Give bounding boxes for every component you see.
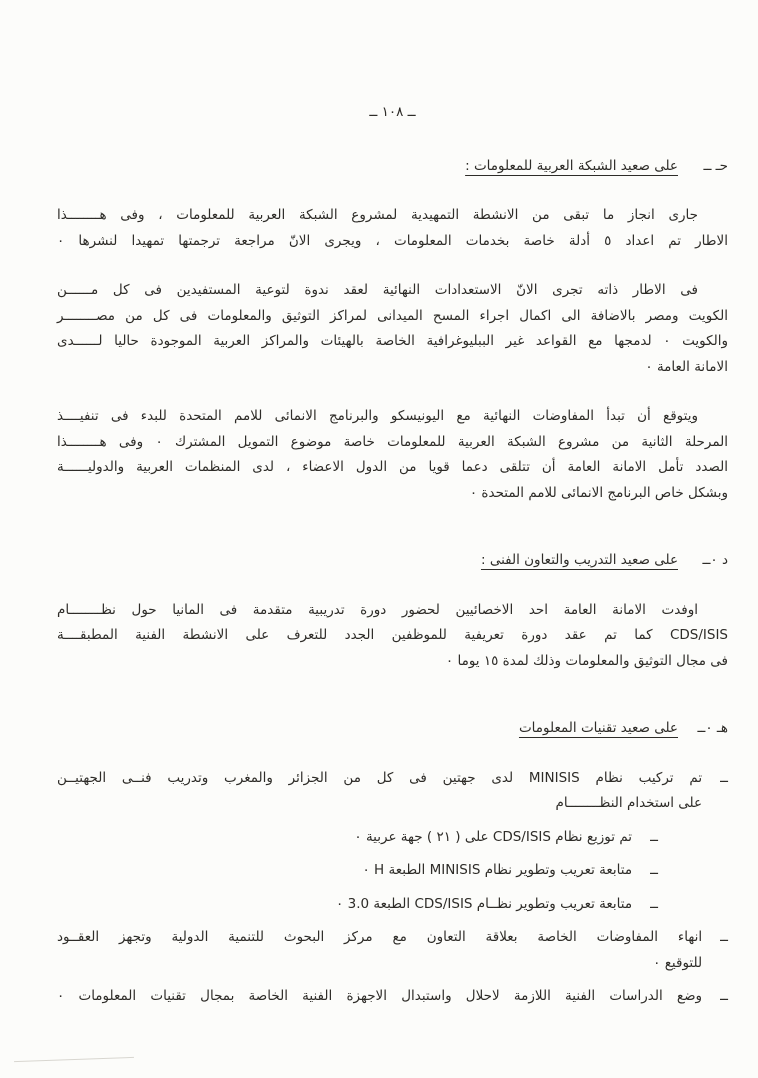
section-heading-row [57,548,728,574]
section-marker: هـ ٠ــ [697,720,728,736]
text-line: CDS/ISIS كما تم عقد دورة تعريفية للموظفين الجدد للتعرف على الانشطة الفنية المطبقــــة [57,627,728,643]
bullet-text [57,825,632,851]
bullet-text [57,984,702,1010]
section-training [57,548,728,674]
text-line: انهاء المفاوضات الخاصة بعلاقة التعاون مع مركز البحوث للتنمية الدولية وتجهز العقــود [57,929,703,945]
bullet-text [57,858,632,884]
bullet-dash: ــ [650,862,658,878]
text-line: الاطار تم اعداد ٥ أدلة خاصة بخدمات المعلومات ، ويجرى الانّ مراجعة ترجمتها تمهيدا لنشرها ٠ [57,232,728,249]
text-line: الكويت ومصر بالاضافة الى اكمال اجراء المسح الميدانى لمراكز التوثيق والمعلومات فى كل من مصــــــــر [57,307,728,324]
section-heading: على صعيد تقنيات المعلومات [518,720,678,736]
section-information-tech [57,716,728,1010]
section-heading: على صعيد الشبكة العربية للمعلومات : [465,157,678,174]
page-number: ــ ١٠٨ ــ [369,104,416,120]
bullet-list [57,766,728,1010]
bullet-text [57,766,702,817]
section-heading-row [57,716,728,742]
text-line: فى الاطار ذاته تجرى الانّ الاستعدادات النهائية لعقد ندوة لتوعية المستفيدين فى كل مــــــن [57,282,698,298]
text-line: متابعة تعريب وتطوير نظــام CDS/ISIS الطبعة 3.0 ٠ [336,895,633,912]
text-line: الامانة العامة ٠ [645,358,728,375]
text-line: جارى انجاز ما تبقى من الانشطة التمهيدية لمشروع الشبكة العربية للمعلومات ، وفى هــــــــذا [57,207,698,223]
text-line: المرحلة الثانية من مشروع الشبكة العربية للمعلومات خاصة موضوع التمويل المشترك ٠ وفى هــــــــذا [57,433,729,450]
section-heading-row [57,154,728,180]
bullet-text [57,892,632,918]
bullet-item [57,858,728,884]
bullet-item [57,892,728,918]
paragraph [57,203,728,254]
paragraph [57,598,728,675]
section-marker: حـ ــ [703,157,728,174]
bullet-text [57,925,702,976]
bullet-dash: ــ [720,769,728,786]
text-line: للتوقيع ٠ [653,954,703,971]
text-line: ويتوقع أن تبدأ المفاوضات النهائية مع اليونيسكو والبرنامج الانمائى للامم المتحدة للبدء فى تنفيــــذ [57,408,698,424]
section-marker: د ٠ــ [702,552,728,568]
text-line: وضع الدراسات الفنية اللازمة لاحلال واستبدال الاجهزة الفنية الخاصة بمجال تقنيات المعلومات ٠ [57,988,703,1004]
paragraph [57,278,728,380]
text-line: متابعة تعريب وتطوير نظام MINISIS الطبعة H ٠ [362,862,633,878]
section-arab-network [57,154,728,507]
text-line: اوفدت الامانة العامة احد الاخصائيين لحضور دورة تدريبية متقدمة فى المانيا حول نظــــــــام [57,601,698,618]
bullet-dash: ــ [650,895,658,912]
bullet-item [57,984,728,1010]
text-line: فى مجال التوثيق والمعلومات وذلك لمدة ١٥ يوما ٠ [445,652,728,669]
text-line: تم تركيب نظام MINISIS لدى جهتين فى كل من الجزائر والمغرب وتدريب فنــى الجهتيــن [57,769,703,786]
bullet-item [57,766,728,817]
bullet-dash: ــ [650,828,658,845]
text-line: وبشكل خاص البرنامج الانمائى للامم المتحدة ٠ [469,484,728,501]
section-heading: على صعيد التدريب والتعاون الفنى : [480,552,678,568]
paragraph [57,404,728,506]
scan-artifact-line [14,1057,134,1062]
bullet-dash: ــ [720,988,728,1004]
text-line: الصدد تأمل الامانة العامة أن تتلقى دعما قويا من الدول الاعضاء ، لدى المنظمات العربية والدوليــــــة [57,459,728,475]
bullet-dash: ــ [720,929,728,945]
text-line: تم توزيع نظام CDS/ISIS على ( ٢١ ) جهة عربية ٠ [354,828,633,845]
bullet-item [57,825,728,851]
text-line: على استخدام النظــــــــام [555,795,703,811]
bullet-item [57,925,728,976]
text-line: والكويت ٠ لدمجها مع القواعد غير الببليوغرافية الخاصة بالهيئات والمراكز العربية الموجودة حاليا لــــــدى [57,333,728,349]
